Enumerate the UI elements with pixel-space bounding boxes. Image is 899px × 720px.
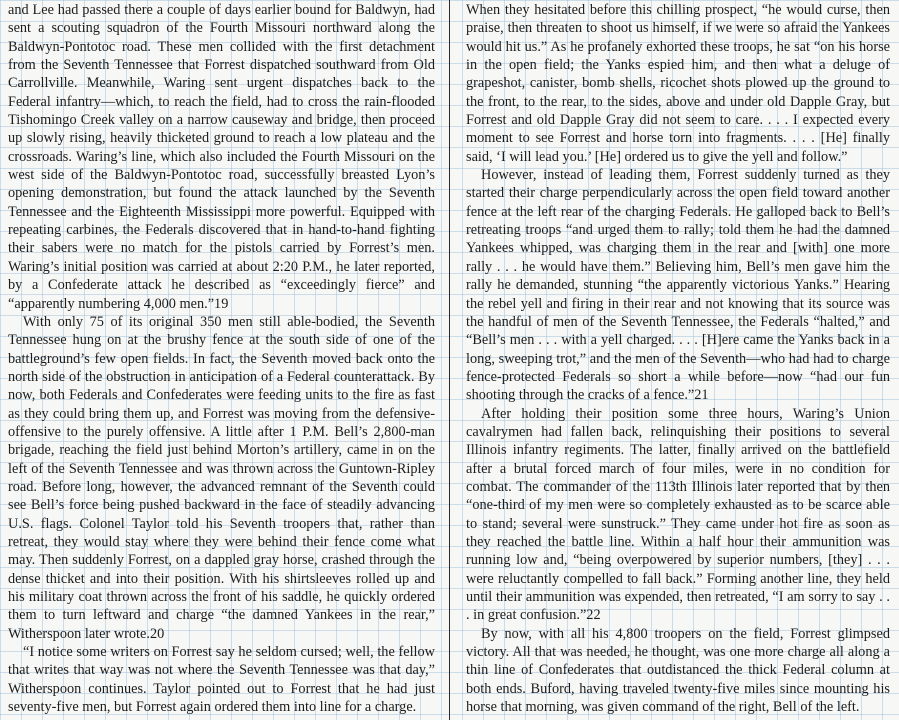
paragraph: and Lee had passed there a couple of days earlier bound for Baldwyn, had sent a scouting squadron of the Fourth Missouri northward along the Baldwyn-Pontotoc road. These men collided with the first detachment from the Seventh Tennessee that Forrest dispatched southward from Old Carrollville. Meanwhile, Waring sent urgent dispatches back to the Federal infantry—which, to reach the field, had to cross the rain-flooded Tishomingo Creek valley on a narrow causeway and bridge, then proceed up slowly rising, heavily thicketed ground to reach a low plateau and the crossroads. Waring’s line, which also included the Fourth Missouri on the west side of the Baldwyn-Pontotoc road, successfully breasted Lyon’s opening demonstration, but found the attack launched by the Seventh Tennessee and the Eighteenth Mississippi more powerful. Equipped with repeating carbines, the Federals discovered that in hand-to-hand fighting their sabers were no match for the pistols carried by Forrest’s men. Waring’s initial position was carried at about 2:20 P.M., he later reported, by a Confederate attack he described as “exceedingly fierce” and “apparently numbering 4,000 men.”19 — [8, 2, 435, 312]
right-text-column — [466, 0, 890, 720]
paragraph: By now, with all his 4,800 troopers on the field, Forrest glimpsed victory. All that was needed, he thought, was one more charge all along a thin line of Confederates that outdistanced the thick Federal column at both ends. Buford, having traveled twenty-five miles since mounting his horse that morning, was given command of the right, Bell of the left. — [466, 625, 890, 716]
left-text-column — [8, 0, 435, 720]
paragraph: When they hesitated before this chilling prospect, “he would curse, then praise, then threaten to shoot us himself, if we were so afraid the Yankees would hit us.” As he profanely exhorted these troops, he sat “on his horse in the open field; the Yanks espied him, and then what a deluge of grapeshot, canister, bomb shells, ricochet shots plowed up the ground to the front, to the rear, to the sides, above and under old Dapple Gray, but Forrest and old Dapple Gray did not seem to care. . . . I expected every moment to see Forrest and horse torn into fragments. . . . [He] finally said, ‘I will lead you.’ [He] ordered us to give the yell and follow.” — [466, 2, 890, 165]
paragraph: With only 75 of its original 350 men still able-bodied, the Seventh Tennessee hung on at the brushy fence at the south side of one of the battleground’s few open fields. In fact, the Seventh moved back onto the north side of the obstruction in anticipation of a Federal counterattack. By now, both Federals and Confederates were feeding units to the fire as fast as they could bring them up, and Forrest was moving from the defensive-offensive to the purely offensive. A little after 1 P.M. Bell’s 2,800-man brigade, reaching the field just behind Morton’s artillery, came in on the left of the Seventh Tennessee and was thrown across the Guntown-Ripley road. Before long, however, the advanced remnant of the Seventh could see Bell’s force being pushed backward in the face of steadily advancing U.S. flags. Colonel Taylor told his Seventh troopers that, rather than retreat, they would stay where they were behind their fence come what may. Then suddenly Forrest, on a dappled gray horse, crashed through the dense thicket and into their position. With his shirtsleeves rolled up and his military coat thrown across the front of his saddle, he quickly ordered them to turn leftward and charge “the damned Yankees in the rear,” Witherspoon later wrote.20 — [8, 313, 435, 642]
paragraph: After holding their position some three hours, Waring’s Union cavalrymen had fallen back, relinquishing their positions to several Illinois infantry regiments. The latter, finally arrived on the battlefield after a brutal forced march of four miles, were in no condition for combat. The commander of the 113th Illinois later reported that by then “one-third of my men were so completely exhausted as to be scarce able to stand; several were sunstruck.” They came under hot fire as soon as they reached the battle line. Within a half hour their ammunition was running low and, “being overpowered by superior numbers, [they] . . . were reluctantly compelled to fall back.” Forming another line, they held until their ammunition was expended, then retreated, “I am sorry to say . . . in great confusion.”22 — [466, 405, 890, 624]
paragraph: However, instead of leading them, Forrest suddenly turned as they started their charge perpendicularly across the open field toward another fence at the left rear of the charging Federals. He galloped back to Bell’s retreating troops “and urged them to rally; told them he had the damned Yankees whipped, was charging them in the rear and [with] one more rally . . . he would have them.” Believing him, Bell’s men gave him the rally he demanded, stunning “the apparently victorious Yanks.” Hearing the rebel yell and firing in their rear and not knowing that its source was the handful of men of the Seventh Tennessee, the Federals “halted,” and “Bell’s men . . . with a yell charged. . . . [H]ere came the Yanks back in a long, sweeping trot,” and the men of the Seventh—who had had to charge fence-protected Federals so short a while before—now “had our fun shooting through the cracks of a fence.”21 — [466, 167, 890, 404]
page-gutter-divider — [449, 0, 450, 720]
paragraph: “I notice some writers on Forrest say he seldom cursed; well, the fellow that writes that way was not where the Seventh Tennessee was that day,” Witherspoon continues. Taylor pointed out to Forrest that he had just seventy-five men, but Forrest again ordered them into line for a charge. — [8, 644, 435, 716]
